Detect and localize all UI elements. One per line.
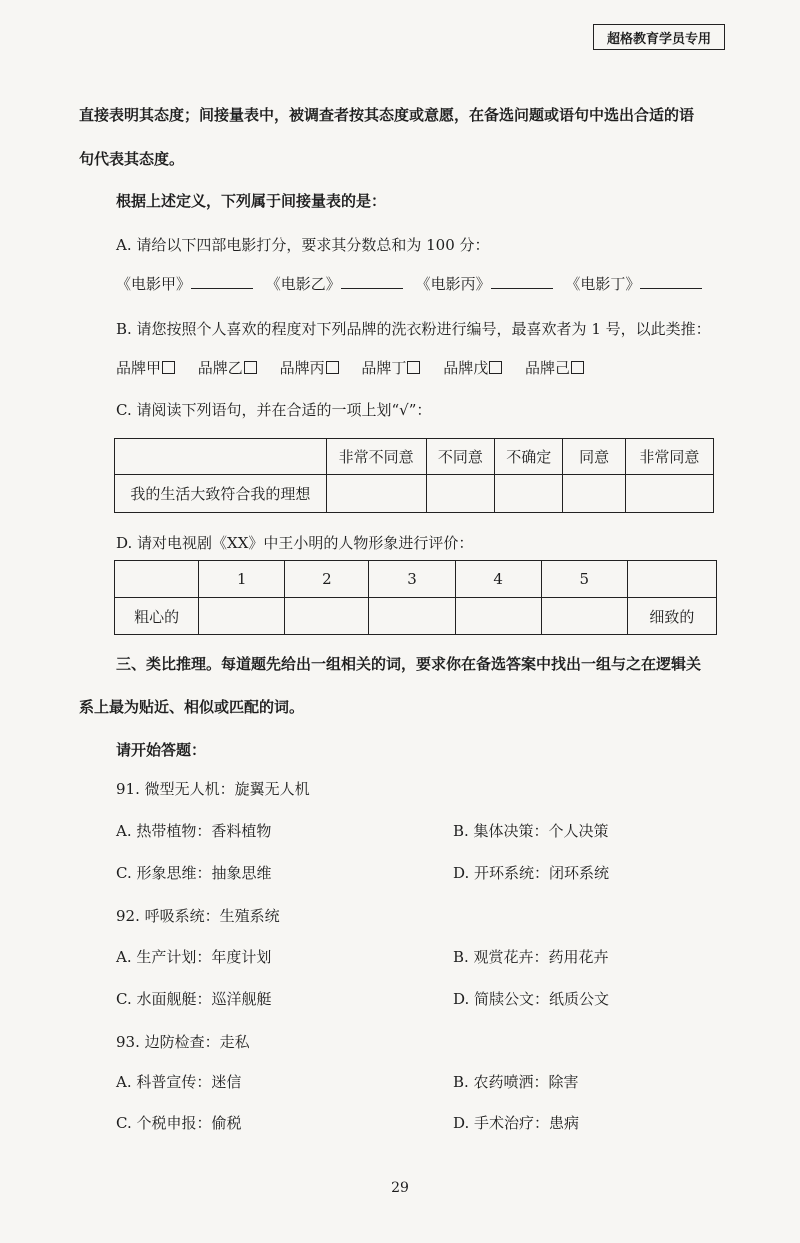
answer-cell[interactable] — [625, 475, 713, 513]
answer-blank[interactable] — [341, 274, 403, 289]
question-91-option-a[interactable]: A. 热带植物：香料植物 — [116, 822, 272, 840]
start-label: 请开始答题： — [116, 741, 207, 759]
option-d-text: D. 请对电视剧《XX》中王小明的人物形象进行评价： — [116, 534, 474, 552]
film-item: 《电影甲》 — [116, 275, 192, 293]
film-item: 《电影丁》 — [565, 275, 641, 293]
intro-line-2: 句代表其态度。 — [79, 150, 185, 168]
question-93-stem: 93. 边防检查：走私 — [116, 1033, 250, 1051]
column-header: 不确定 — [495, 439, 563, 475]
answer-cell[interactable] — [326, 475, 426, 513]
scale-number: 3 — [369, 561, 455, 598]
checkbox[interactable] — [407, 361, 420, 374]
option-b-brands — [116, 357, 602, 378]
rating-cell[interactable] — [199, 598, 285, 635]
column-header: 不同意 — [426, 439, 494, 475]
scale-number: 4 — [455, 561, 541, 598]
rating-cell[interactable] — [285, 598, 369, 635]
question-prompt: 根据上述定义，下列属于间接量表的是： — [116, 192, 387, 210]
statement-cell: 我的生活大致符合我的理想 — [115, 475, 327, 513]
section3-line-2: 系上最为贴近、相似或匹配的词。 — [79, 698, 305, 716]
checkbox[interactable] — [489, 361, 502, 374]
question-92-option-c[interactable]: C. 水面舰艇：巡洋舰艇 — [116, 990, 272, 1008]
option-a-text: A. 请给以下四部电影打分，要求其分数总和为 100 分： — [116, 236, 490, 254]
question-92-option-b[interactable]: B. 观赏花卉：药用花卉 — [453, 948, 609, 966]
question-93-option-d[interactable]: D. 手术治疗：患病 — [453, 1114, 580, 1132]
checkbox[interactable] — [571, 361, 584, 374]
rating-scale-table — [114, 560, 717, 635]
right-label-cell: 细致的 — [627, 598, 716, 635]
table-corner-cell — [115, 561, 199, 598]
brand-item: 品牌甲 — [116, 357, 175, 378]
question-93-option-a[interactable]: A. 科普宣传：迷信 — [116, 1073, 242, 1091]
answer-blank[interactable] — [491, 274, 553, 289]
table-corner-cell — [627, 561, 716, 598]
answer-blank[interactable] — [640, 274, 702, 289]
scale-number: 5 — [541, 561, 627, 598]
option-c-text: C. 请阅读下列语句，并在合适的一项上划“√”： — [116, 401, 432, 419]
answer-cell[interactable] — [563, 475, 625, 513]
brand-item: 品牌己 — [525, 357, 584, 378]
question-91-option-d[interactable]: D. 开环系统：闭环系统 — [453, 864, 610, 882]
rating-cell[interactable] — [541, 598, 627, 635]
column-header: 同意 — [563, 439, 625, 475]
answer-cell[interactable] — [495, 475, 563, 513]
brand-item: 品牌乙 — [198, 357, 257, 378]
left-label-cell: 粗心的 — [115, 598, 199, 635]
film-item: 《电影丙》 — [415, 275, 491, 293]
table-corner-cell — [115, 439, 327, 475]
checkbox[interactable] — [162, 361, 175, 374]
likert-table — [114, 438, 714, 513]
section3-line-1: 三、类比推理。每道题先给出一组相关的词，要求你在备选答案中找出一组与之在逻辑关 — [116, 655, 702, 673]
page-number: 29 — [391, 1180, 409, 1196]
column-header: 非常不同意 — [326, 439, 426, 475]
brand-item: 品牌丙 — [280, 357, 339, 378]
question-93-option-c[interactable]: C. 个税申报：偷税 — [116, 1114, 242, 1132]
question-92-stem: 92. 呼吸系统：生殖系统 — [116, 907, 280, 925]
answer-cell[interactable] — [426, 475, 494, 513]
question-92-option-a[interactable]: A. 生产计划：年度计划 — [116, 948, 272, 966]
question-91-stem: 91. 微型无人机：旋翼无人机 — [116, 780, 310, 798]
scale-number: 2 — [285, 561, 369, 598]
header-badge: 超格教育学员专用 — [593, 24, 725, 50]
answer-blank[interactable] — [191, 274, 253, 289]
checkbox[interactable] — [244, 361, 257, 374]
option-a-films — [116, 273, 710, 294]
question-92-option-d[interactable]: D. 简牍公文：纸质公文 — [453, 990, 610, 1008]
rating-cell[interactable] — [369, 598, 455, 635]
brand-item: 品牌戊 — [443, 357, 502, 378]
question-93-option-b[interactable]: B. 农药喷洒：除害 — [453, 1073, 579, 1091]
column-header: 非常同意 — [625, 439, 713, 475]
rating-cell[interactable] — [455, 598, 541, 635]
intro-line-1: 直接表明其态度；间接量表中，被调查者按其态度或意愿，在备选问题或语句中选出合适的语 — [79, 106, 695, 124]
checkbox[interactable] — [326, 361, 339, 374]
question-91-option-b[interactable]: B. 集体决策：个人决策 — [453, 822, 609, 840]
film-item: 《电影乙》 — [265, 275, 341, 293]
scale-number: 1 — [199, 561, 285, 598]
brand-item: 品牌丁 — [361, 357, 420, 378]
option-b-text: B. 请您按照个人喜欢的程度对下列品牌的洗衣粉进行编号，最喜欢者为 1 号，以此类推： — [116, 320, 711, 338]
question-91-option-c[interactable]: C. 形象思维：抽象思维 — [116, 864, 272, 882]
